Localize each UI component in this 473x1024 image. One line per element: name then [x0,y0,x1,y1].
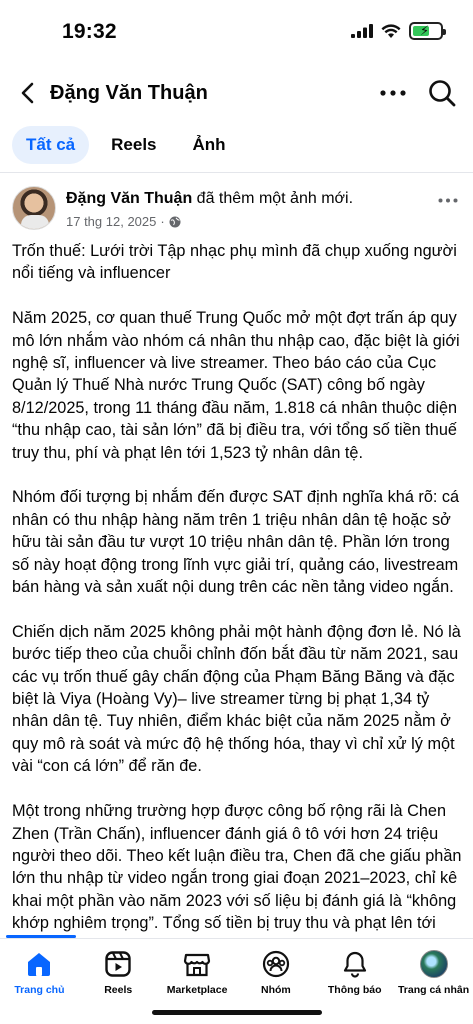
home-icon [24,949,54,979]
author-name[interactable]: Đặng Văn Thuận [66,190,193,207]
nav-item-profile[interactable] [394,939,473,1008]
author-line [66,190,353,208]
post-options-button[interactable] [434,190,462,210]
post-header [12,184,462,236]
divider [0,172,473,173]
nav-item-groups[interactable] [236,939,315,1008]
search-icon [428,79,456,107]
more-options-button[interactable] [375,78,411,108]
post-body [12,240,464,1002]
cellular-signal-icon [351,24,373,38]
post-paragraph: Chiến dịch năm 2025 không phải một hành động đơn lẻ. Nó là bước tiếp theo của chuỗi chỉnh đốn bắt đầu từ năm 2021, sau các vụ trốn thuế gây chấn động của Phạm Băng Băng và đặc biệt là Viya (Hoàng Vy)– live streamer từng bị phạt 1,34 tỷ nhân dân tệ. Tuy nhiên, điểm khác biệt của năm 2025 nằm ở quy mô rà soát và mức độ hệ thống hóa, thay vì chỉ xử lý một vài “con cá lớn” để răn đe. [12,622,461,776]
nav-label-home: Trang chủ [14,984,65,996]
post-paragraph: Năm 2025, cơ quan thuế Trung Quốc mở một đợt trấn áp quy mô lớn nhắm vào nhóm cá nhân thu nhập cao, đặc biệt là giới nghệ sĩ, influencer và live streamer. Theo báo cáo của Cục Quản lý Thuế Nhà nước Trung Quốc (SAT) công bố ngày 8/12/2025, trong 11 tháng đầu năm, 1.818 cá nhân thuộc diện “thu nhập cao, tài sản lớn” đã bị điều tra, với tổng số tiền thuế truy thu, phí và phạt lên tới 1,523 tỷ nhân dân tệ. [12,309,460,462]
author-avatar[interactable] [12,186,56,230]
globe-icon [169,216,181,228]
meta-separator: · [160,214,165,229]
post-meta [66,214,181,229]
profile-thumbnail [420,950,448,978]
nav-label-groups: Nhóm [261,984,291,996]
nav-label-marketplace: Marketplace [166,984,228,996]
more-dots-icon [380,90,406,96]
nav-label-reels: Reels [104,984,133,996]
reels-icon [103,949,133,979]
marketplace-icon [182,949,212,979]
page-title: Đặng Văn Thuận [50,82,208,104]
status-bar [0,0,473,62]
nav-label-profile: Trang cá nhân [397,984,470,996]
wifi-icon [381,24,401,39]
nav-item-marketplace[interactable] [158,939,237,1008]
top-bar [0,70,473,118]
post-paragraph: Nhóm đối tượng bị nhắm đến được SAT định nghĩa khá rõ: cá nhân có thu nhập hàng năm trên 1 triệu nhân dân tệ hoặc sở hữu tài sản đầu tư vượt 10 triệu nhân dân tệ. Phần lớn trong số này hoạt động trong lĩnh vực giải trí, quảng cáo, livestream bán hàng và sản xuất nội dung trên các nền tảng video ngắn. [12,488,460,597]
battery-icon: ⚡ [409,22,443,40]
nav-item-notifications[interactable] [315,939,394,1008]
nav-item-home[interactable] [0,939,79,1008]
post-action: đã thêm một ảnh mới. [192,190,354,207]
groups-icon [261,949,291,979]
bell-icon [340,949,370,979]
post-paragraph: Trốn thuế: Lưới trời Tập nhạc phụ mình đã chụp xuống người nổi tiếng và influencer [12,242,457,283]
tab-photos[interactable]: Ảnh [192,135,226,154]
post-date[interactable]: 17 thg 12, 2025 [66,214,157,229]
tab-all[interactable]: Tất cả [12,126,89,164]
search-button[interactable] [425,76,459,110]
more-dots-icon [438,198,458,203]
tab-reels[interactable]: Reels [111,135,157,154]
filter-tabs [12,126,240,164]
nav-label-notifications: Thông báo [327,984,382,996]
post-paragraph: Một trong những trường hợp được công bố rộng rãi là Chen Zhen (Trần Chấn), influencer đánh giá ô tô với hơn 24 triệu người theo dõi. Theo kết luận điều tra, Chen đã che giấu phần lớn thu nhập từ video ngắn trong giai đoạn 2021–2023, chỉ kê khai một phần vào năm 2023 với số liệu bị đánh giá là “không khớp nghiêm trọng”. Tổng số tiền bị truy thu và phạt lên tới [12,802,462,933]
bottom-nav [0,938,473,1008]
status-time: 19:32 [62,20,117,43]
back-button[interactable] [12,78,42,108]
chevron-left-icon [20,82,34,104]
home-indicator [152,1010,322,1015]
status-icons [351,22,443,40]
profile-icon [419,949,449,979]
nav-item-reels[interactable] [79,939,158,1008]
